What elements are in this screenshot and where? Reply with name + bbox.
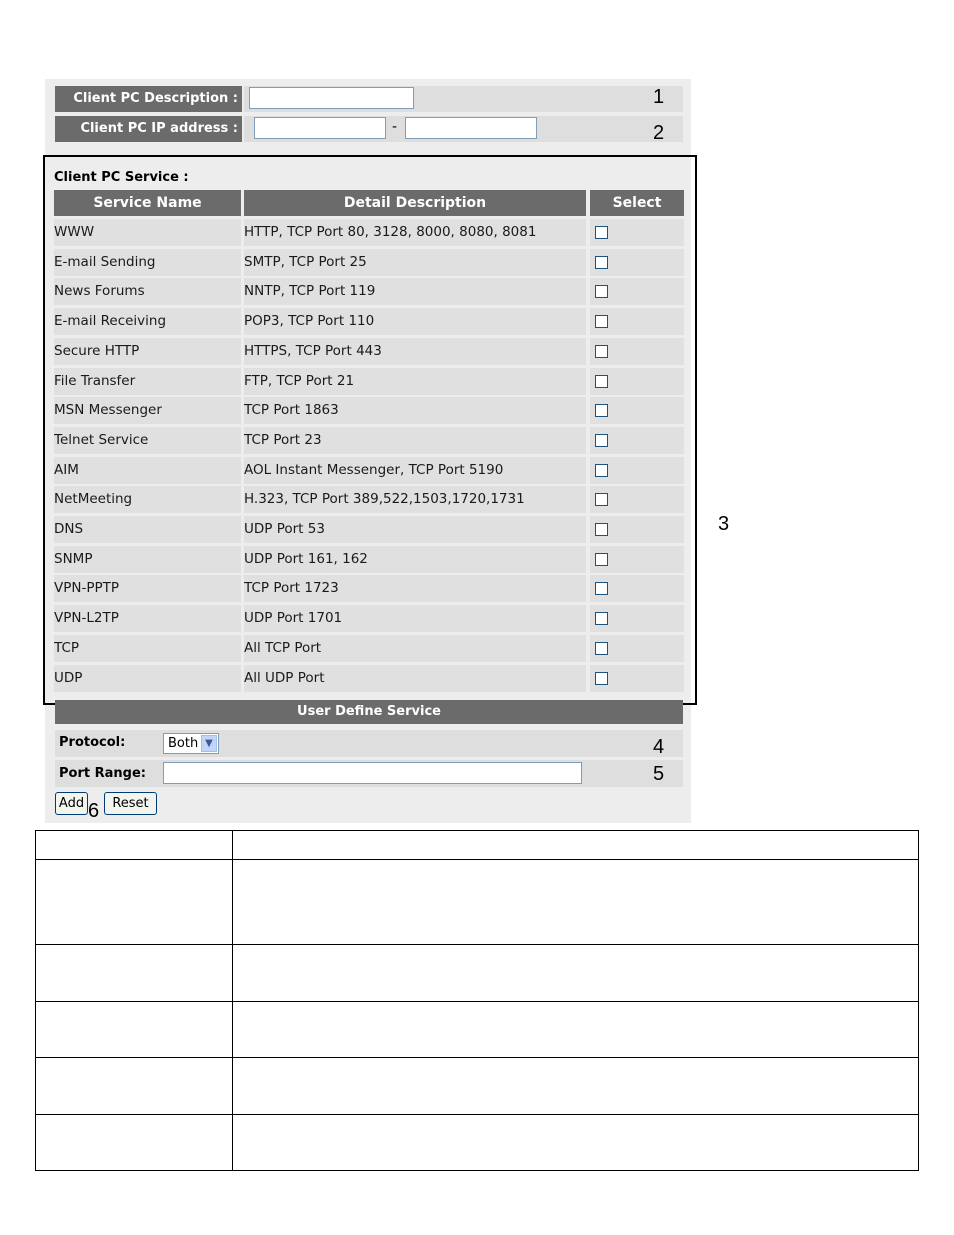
service-select-checkbox[interactable] [595, 285, 608, 298]
service-name-cell: Secure HTTP [54, 338, 241, 365]
table-cell [36, 1058, 233, 1115]
table-cell [233, 1002, 919, 1058]
add-button[interactable]: Add [55, 792, 88, 815]
service-detail-cell: POP3, TCP Port 110 [244, 308, 586, 335]
table-cell [36, 945, 233, 1002]
service-detail-cell: AOL Instant Messenger, TCP Port 5190 [244, 457, 586, 484]
service-select-checkbox[interactable] [595, 642, 608, 655]
service-name-cell: E-mail Receiving [54, 308, 241, 335]
table-cell [233, 860, 919, 945]
service-name-cell: MSN Messenger [54, 397, 241, 424]
ip-start-input[interactable] [254, 117, 386, 139]
table-cell [233, 831, 919, 860]
service-detail-cell: FTP, TCP Port 21 [244, 368, 586, 395]
description-table [35, 830, 919, 1171]
service-detail-cell: UDP Port 53 [244, 516, 586, 543]
service-select-checkbox[interactable] [595, 523, 608, 536]
callout-5: 5 [653, 763, 665, 785]
ip-range-dash: - [392, 119, 398, 135]
table-cell [36, 1002, 233, 1058]
service-name-cell: VPN-L2TP [54, 605, 241, 632]
service-select-checkbox[interactable] [595, 434, 608, 447]
service-name-header: Service Name [54, 190, 241, 216]
table-cell [36, 1115, 233, 1171]
table-cell [233, 1058, 919, 1115]
service-detail-cell: TCP Port 23 [244, 427, 586, 454]
service-name-cell: WWW [54, 219, 241, 246]
service-detail-cell: SMTP, TCP Port 25 [244, 249, 586, 276]
callout-3: 3 [718, 513, 730, 535]
service-detail-cell: All UDP Port [244, 665, 586, 692]
service-detail-cell: All TCP Port [244, 635, 586, 662]
service-detail-cell: H.323, TCP Port 389,522,1503,1720,1731 [244, 486, 586, 513]
service-name-cell: NetMeeting [54, 486, 241, 513]
table-row [36, 1115, 919, 1171]
service-name-cell: E-mail Sending [54, 249, 241, 276]
client-pc-description-input[interactable] [249, 87, 414, 109]
service-name-cell: DNS [54, 516, 241, 543]
table-cell [233, 945, 919, 1002]
service-select-checkbox[interactable] [595, 553, 608, 566]
service-name-cell: UDP [54, 665, 241, 692]
reset-button[interactable]: Reset [104, 792, 157, 815]
service-name-cell: File Transfer [54, 368, 241, 395]
service-select-checkbox[interactable] [595, 315, 608, 328]
service-detail-cell: TCP Port 1863 [244, 397, 586, 424]
protocol-select-value: Both [168, 736, 199, 751]
service-detail-cell: NNTP, TCP Port 119 [244, 278, 586, 305]
table-row [36, 860, 919, 945]
callout-4: 4 [653, 736, 665, 758]
service-select-checkbox[interactable] [595, 345, 608, 358]
select-header: Select [590, 190, 684, 216]
service-select-checkbox[interactable] [595, 493, 608, 506]
table-cell [36, 860, 233, 945]
ip-end-input[interactable] [405, 117, 537, 139]
callout-2: 2 [653, 122, 665, 144]
service-detail-cell: UDP Port 1701 [244, 605, 586, 632]
service-select-checkbox[interactable] [595, 672, 608, 685]
service-select-checkbox[interactable] [595, 256, 608, 269]
table-cell [233, 1115, 919, 1171]
service-detail-cell: HTTPS, TCP Port 443 [244, 338, 586, 365]
table-row [36, 831, 919, 860]
service-detail-cell: HTTP, TCP Port 80, 3128, 8000, 8080, 8081 [244, 219, 586, 246]
port-range-label: Port Range: [59, 766, 146, 781]
detail-description-header: Detail Description [244, 190, 586, 216]
service-name-cell: SNMP [54, 546, 241, 573]
protocol-select[interactable] [163, 733, 219, 754]
service-detail-cell: TCP Port 1723 [244, 575, 586, 602]
table-row [36, 945, 919, 1002]
protocol-row [55, 730, 683, 757]
service-select-checkbox[interactable] [595, 464, 608, 477]
service-name-cell: TCP [54, 635, 241, 662]
table-row [36, 1058, 919, 1115]
service-name-cell: News Forums [54, 278, 241, 305]
callout-6: 6 [88, 800, 100, 822]
service-select-checkbox[interactable] [595, 404, 608, 417]
user-define-service-header: User Define Service [55, 700, 683, 724]
service-name-cell: Telnet Service [54, 427, 241, 454]
chevron-down-icon[interactable]: ▼ [201, 735, 217, 752]
service-name-cell: AIM [54, 457, 241, 484]
client-pc-service-title: Client PC Service : [54, 170, 189, 185]
client-pc-ip-label: Client PC IP address : [55, 116, 242, 142]
service-select-checkbox[interactable] [595, 582, 608, 595]
port-range-input[interactable] [163, 762, 582, 784]
service-select-checkbox[interactable] [595, 226, 608, 239]
service-detail-cell: UDP Port 161, 162 [244, 546, 586, 573]
service-select-checkbox[interactable] [595, 375, 608, 388]
client-pc-description-label: Client PC Description : [55, 86, 242, 112]
protocol-label: Protocol: [59, 735, 126, 750]
table-row [36, 1002, 919, 1058]
service-name-cell: VPN-PPTP [54, 575, 241, 602]
service-select-checkbox[interactable] [595, 612, 608, 625]
callout-1: 1 [653, 86, 665, 108]
table-cell [36, 831, 233, 860]
